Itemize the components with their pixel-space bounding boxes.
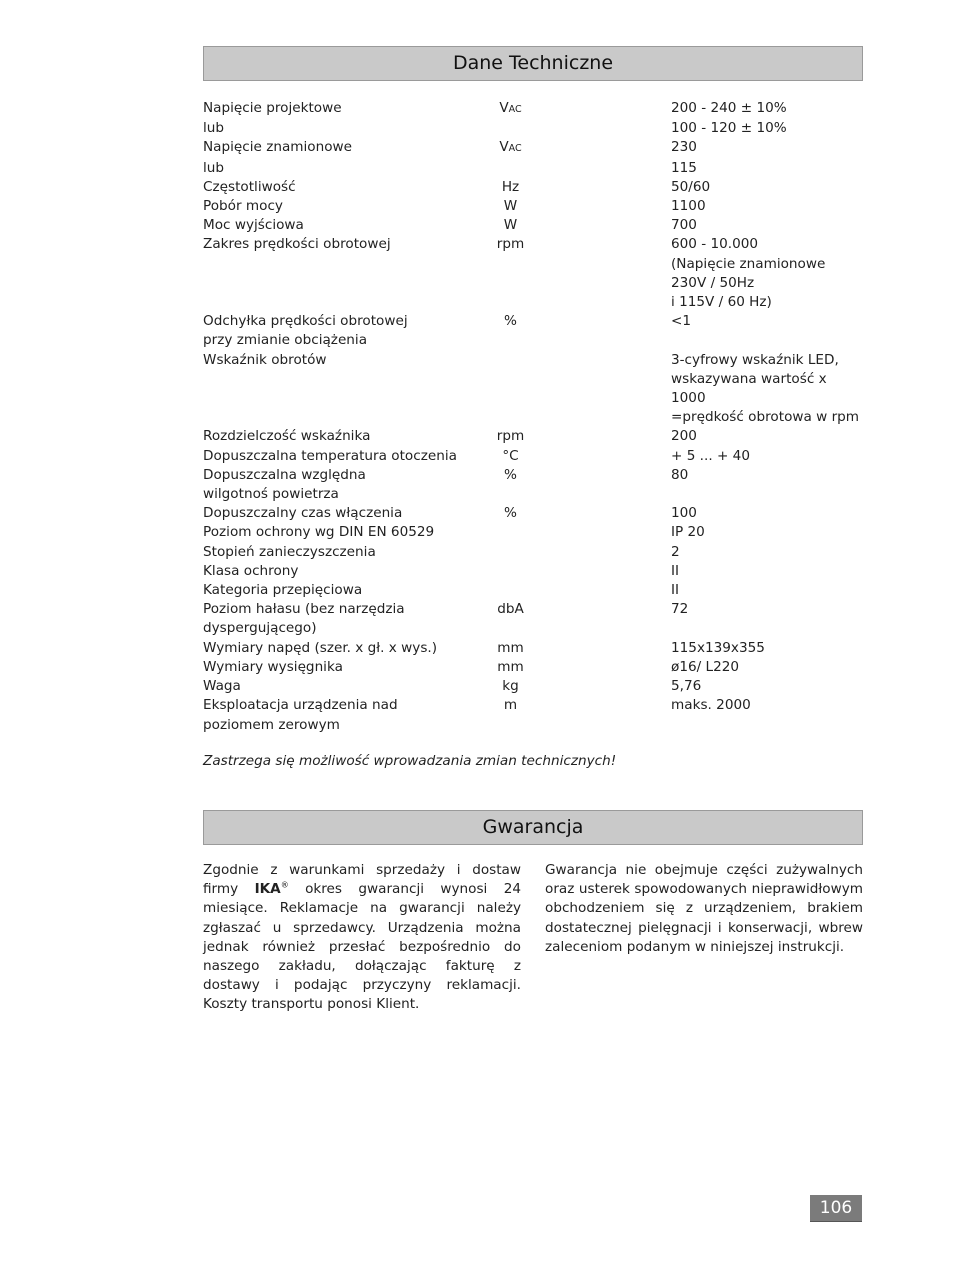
spec-spacer <box>528 677 671 696</box>
spec-unit: mm <box>497 639 524 656</box>
spec-unit <box>493 543 528 562</box>
spec-unit <box>493 159 528 178</box>
spec-spacer <box>528 696 671 734</box>
spec-value: 700 <box>671 217 697 234</box>
spec-unit: VAC <box>499 100 522 116</box>
spec-row <box>203 543 863 562</box>
spec-parameter: Częstotliwość <box>203 178 296 195</box>
page-number: 106 <box>810 1195 862 1222</box>
spec-unit: m <box>503 697 518 714</box>
spec-value: IP 20 <box>671 524 705 541</box>
spec-value: 115 <box>671 159 697 176</box>
spec-parameter: Pobór mocy <box>203 198 283 215</box>
warranty-left-rest: okres gwarancji wynosi 24 miesiące. Reklamacje na gwarancji należy zgłaszać u sprzedawcy. Urządzenia można jednak również przesłać bezpośrednio do naszego zakładu, dołączając fakturę z dostawy i podając przyczyny reklamacji. Koszty transportu ponosi Klient. <box>203 881 521 1013</box>
spec-value: 1100 <box>671 198 706 215</box>
spec-parameter: Wymiary wysięgnika <box>203 658 343 675</box>
spec-row <box>203 696 863 734</box>
spec-unit: % <box>504 466 517 483</box>
spec-value: 72 <box>671 601 689 618</box>
spec-row <box>203 235 863 312</box>
spec-parameter: Moc wyjściowa <box>203 217 304 234</box>
spec-value: 115x139x355 <box>671 639 765 656</box>
spec-value: ø16/ L220 <box>671 658 740 675</box>
spec-unit: mm <box>497 658 524 675</box>
spec-parameter: Rozdzielczość wskaźnika <box>203 428 371 445</box>
spec-value: 3-cyfrowy wskaźnik LED, wskazywana wartość x 1000 =prędkość obrotowa w rpm <box>671 351 860 426</box>
spec-row <box>203 312 863 350</box>
warranty-left-prefix: Zgodnie z warunkami sprzedaży i dostaw firmy <box>203 862 521 898</box>
spec-spacer <box>528 99 671 119</box>
spec-unit: W <box>503 198 518 215</box>
spec-parameter: Poziom hałasu (bez narzędzia dyspergującego) <box>203 601 405 637</box>
spec-value: 80 <box>671 466 689 483</box>
spec-spacer <box>528 447 671 466</box>
spec-spacer <box>528 600 671 638</box>
spec-value: 200 <box>671 428 697 445</box>
spec-parameter: Odchyłka prędkości obrotowej przy zmianie obciążenia <box>203 313 408 349</box>
warranty-title: Gwarancja <box>203 810 863 845</box>
spec-unit: Hz <box>501 178 520 195</box>
spec-value: 600 - 10.000 (Napięcie znamionowe 230V / 50Hz i 115V / 60 Hz) <box>671 236 826 311</box>
technical-data-title: Dane Techniczne <box>203 46 863 81</box>
brand-name: IKA <box>254 881 281 898</box>
spec-unit: rpm <box>496 428 525 445</box>
spec-unit: °C <box>502 447 519 464</box>
spec-value: maks. 2000 <box>671 697 751 714</box>
specs-table <box>203 99 863 735</box>
spec-unit: % <box>504 505 517 522</box>
spec-spacer <box>528 427 671 446</box>
spec-spacer <box>528 543 671 562</box>
spec-row <box>203 197 863 216</box>
spec-value: 200 - 240 ± 10% <box>671 100 787 116</box>
spec-parameter: Eksploatacja urządzenia nad poziomem zerowym <box>203 697 398 733</box>
spec-spacer <box>528 235 671 312</box>
spec-parameter: Zakres prędkości obrotowej <box>203 236 391 253</box>
spec-unit <box>493 119 528 138</box>
spec-value: + 5 ... + 40 <box>671 447 750 464</box>
spec-row <box>203 581 863 600</box>
spec-value: 230 <box>671 139 697 156</box>
spec-row <box>203 677 863 696</box>
spec-value: 2 <box>671 543 680 560</box>
spec-unit <box>493 562 528 581</box>
spec-row <box>203 562 863 581</box>
spec-spacer <box>528 178 671 197</box>
spec-parameter: Napięcie znamionowe <box>203 139 353 156</box>
spec-row <box>203 351 863 428</box>
spec-parameter: Poziom ochrony wg DIN EN 60529 <box>203 524 435 541</box>
spec-value: <1 <box>671 313 692 330</box>
spec-row <box>203 504 863 523</box>
spec-row <box>203 138 863 158</box>
spec-row <box>203 466 863 504</box>
spec-spacer <box>528 581 671 600</box>
spec-row <box>203 216 863 235</box>
spec-unit <box>493 523 528 542</box>
spec-parameter: Napięcie projektowe <box>203 100 342 116</box>
spec-row <box>203 600 863 638</box>
spec-row <box>203 99 863 119</box>
spec-spacer <box>528 312 671 350</box>
spec-spacer <box>528 197 671 216</box>
spec-spacer <box>528 351 671 428</box>
spec-row <box>203 639 863 658</box>
spec-parameter: Wymiary napęd (szer. x gł. x wys.) <box>203 639 438 656</box>
spec-row <box>203 658 863 677</box>
spec-row <box>203 447 863 466</box>
spec-spacer <box>528 216 671 235</box>
spec-value: 100 - 120 ± 10% <box>671 120 787 137</box>
spec-spacer <box>528 523 671 542</box>
spec-value: 100 <box>671 505 697 522</box>
spec-spacer <box>528 639 671 658</box>
spec-value: 50/60 <box>671 178 711 195</box>
warranty-text-right: Gwarancja nie obejmuje części zużywalnych oraz usterek spowodowanych nieprawidłowym obchodzeniem się z urządzeniem, brakiem dostatecznej pielęgnacji i konserwacji, wbrew zaleceniom podanym w niniejszej instrukcji. <box>545 862 863 955</box>
spec-parameter: Wskaźnik obrotów <box>203 351 327 368</box>
spec-row <box>203 523 863 542</box>
spec-unit <box>493 351 528 428</box>
spec-unit: rpm <box>496 236 525 253</box>
spec-parameter: Waga <box>203 678 241 695</box>
spec-spacer <box>528 658 671 677</box>
spec-parameter: Kategoria przepięciowa <box>203 582 363 599</box>
technical-changes-note: Zastrzega się możliwość wprowadzania zmian technicznych! <box>203 753 617 769</box>
spec-spacer <box>528 119 671 138</box>
spec-parameter: Dopuszczalna temperatura otoczenia <box>203 447 457 464</box>
spec-parameter: Klasa ochrony <box>203 562 299 579</box>
spec-row <box>203 119 863 138</box>
spec-parameter: Dopuszczalny czas włączenia <box>203 505 403 522</box>
registered-mark: ® <box>280 880 289 890</box>
spec-unit <box>493 581 528 600</box>
spec-row <box>203 427 863 446</box>
warranty-text-left <box>203 861 521 1015</box>
spec-row <box>203 159 863 178</box>
spec-spacer <box>528 562 671 581</box>
spec-parameter: lub <box>203 159 225 176</box>
spec-parameter: lub <box>203 120 225 137</box>
spec-row <box>203 178 863 197</box>
spec-unit: VAC <box>499 139 522 156</box>
spec-value: 5,76 <box>671 678 702 695</box>
spec-unit: W <box>503 217 518 234</box>
spec-unit: dbA <box>497 601 524 618</box>
spec-value: II <box>671 562 680 579</box>
spec-spacer <box>528 466 671 504</box>
spec-spacer <box>528 159 671 178</box>
spec-spacer <box>528 504 671 523</box>
spec-parameter: Dopuszczalna względna wilgotnoś powietrza <box>203 466 366 503</box>
spec-value: II <box>671 582 680 599</box>
spec-parameter: Stopień zanieczyszczenia <box>203 543 376 560</box>
spec-unit: kg <box>502 678 519 695</box>
spec-spacer <box>528 138 671 158</box>
spec-unit: % <box>504 313 517 330</box>
